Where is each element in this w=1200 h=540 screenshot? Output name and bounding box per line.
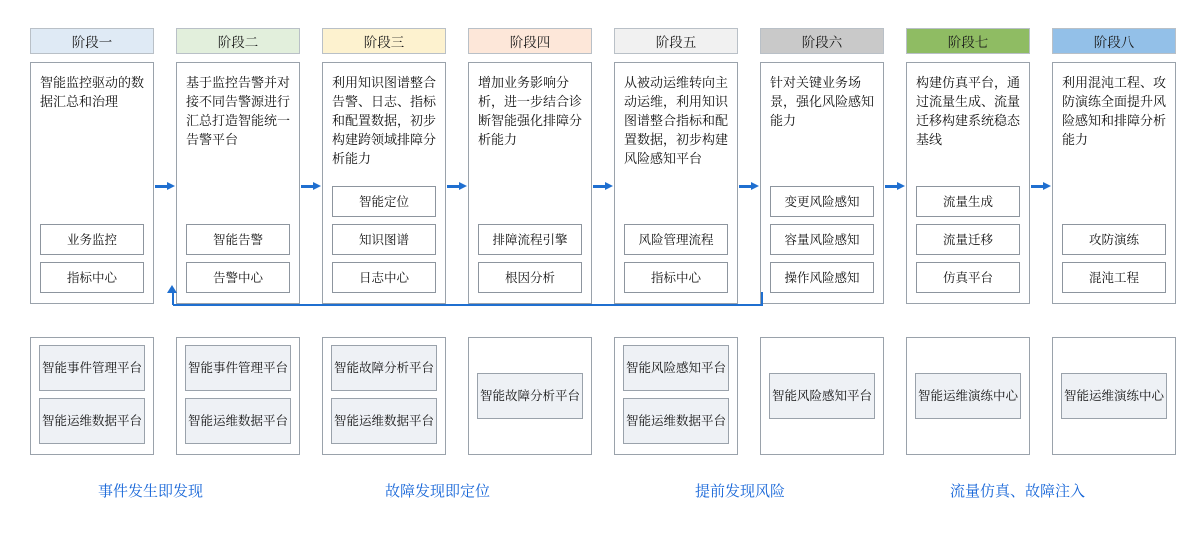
phase-description-7: 构建仿真平台，通过流量生成、流量迁移构建系统稳态基线 bbox=[916, 75, 1021, 147]
phase-body-1 bbox=[30, 62, 154, 304]
phase-body-2 bbox=[176, 62, 300, 304]
feedback-loop-arrow-icon bbox=[167, 285, 177, 293]
platform-box: 智能风险感知平台 bbox=[623, 345, 729, 391]
phase-arrow-icon bbox=[739, 182, 759, 191]
capability-list-7 bbox=[916, 186, 1020, 295]
caption-stage-goal: 故障发现即定位 bbox=[385, 483, 491, 500]
capability-box: 仿真平台 bbox=[916, 262, 1020, 293]
phase-arrow-icon bbox=[155, 182, 175, 191]
capability-box: 日志中心 bbox=[332, 262, 436, 293]
phase-header-2: 阶段二 bbox=[176, 28, 300, 54]
phase-column-4 bbox=[468, 28, 592, 304]
platform-group bbox=[614, 337, 738, 455]
phase-description-1: 智能监控驱动的数据汇总和治理 bbox=[40, 75, 145, 109]
capability-box: 根因分析 bbox=[478, 262, 582, 293]
phase-body-4 bbox=[468, 62, 592, 304]
capability-list-5 bbox=[624, 224, 728, 295]
platform-box: 智能事件管理平台 bbox=[39, 345, 145, 391]
feedback-loop-riser bbox=[172, 292, 174, 305]
phase-column-6 bbox=[760, 28, 884, 304]
phase-body-6 bbox=[760, 62, 884, 304]
phase-header-7: 阶段七 bbox=[906, 28, 1030, 54]
platform-box: 智能故障分析平台 bbox=[331, 345, 437, 391]
platform-box: 智能运维数据平台 bbox=[331, 398, 437, 444]
platform-column-1 bbox=[30, 337, 154, 455]
capability-box: 混沌工程 bbox=[1062, 262, 1166, 293]
phase-row bbox=[30, 28, 1178, 304]
platform-row bbox=[30, 337, 1178, 455]
platform-box: 智能运维演练中心 bbox=[1061, 373, 1167, 419]
capability-box: 流量迁移 bbox=[916, 224, 1020, 255]
platform-column-5 bbox=[614, 337, 738, 455]
caption-row bbox=[30, 480, 1178, 506]
capability-list-4 bbox=[478, 224, 582, 295]
phase-description-4: 增加业务影响分析，进一步结合诊断智能强化排障分析能力 bbox=[478, 75, 583, 147]
feedback-loop-line bbox=[173, 304, 763, 306]
platform-column-8 bbox=[1052, 337, 1176, 455]
platform-box: 智能风险感知平台 bbox=[769, 373, 875, 419]
phase-body-7 bbox=[906, 62, 1030, 304]
phase-column-1 bbox=[30, 28, 154, 304]
phase-description-3: 利用知识图谱整合告警、日志、指标和配置数据，初步构建跨领域排障分析能力 bbox=[332, 75, 437, 166]
platform-group bbox=[760, 337, 884, 455]
platform-column-2 bbox=[176, 337, 300, 455]
caption-stage-goal: 事件发生即发现 bbox=[98, 483, 204, 500]
phase-column-8 bbox=[1052, 28, 1176, 304]
phase-arrow-icon bbox=[593, 182, 613, 191]
phase-header-8: 阶段八 bbox=[1052, 28, 1176, 54]
phase-column-5 bbox=[614, 28, 738, 304]
capability-box: 容量风险感知 bbox=[770, 224, 874, 255]
phase-description-5: 从被动运维转向主动运维，利用知识图谱整合指标和配置数据，初步构建风险感知平台 bbox=[624, 75, 729, 166]
phase-header-6: 阶段六 bbox=[760, 28, 884, 54]
phase-description-6: 针对关键业务场景，强化风险感知能力 bbox=[770, 75, 875, 128]
platform-column-6 bbox=[760, 337, 884, 455]
platform-box: 智能故障分析平台 bbox=[477, 373, 583, 419]
platform-group bbox=[468, 337, 592, 455]
platform-box: 智能运维数据平台 bbox=[185, 398, 291, 444]
phase-arrow-icon bbox=[885, 182, 905, 191]
platform-column-7 bbox=[906, 337, 1030, 455]
feedback-loop-riser bbox=[761, 292, 763, 305]
platform-box: 智能运维演练中心 bbox=[915, 373, 1021, 419]
capability-box: 排障流程引擎 bbox=[478, 224, 582, 255]
capability-box: 操作风险感知 bbox=[770, 262, 874, 293]
phase-body-5 bbox=[614, 62, 738, 304]
capability-box: 指标中心 bbox=[40, 262, 144, 293]
capability-list-8 bbox=[1062, 224, 1166, 295]
caption-stage-goal: 流量仿真、故障注入 bbox=[950, 483, 1086, 500]
capability-box: 知识图谱 bbox=[332, 224, 436, 255]
platform-box: 智能事件管理平台 bbox=[185, 345, 291, 391]
capability-box: 流量生成 bbox=[916, 186, 1020, 217]
phase-arrow-icon bbox=[1031, 182, 1051, 191]
capability-box: 告警中心 bbox=[186, 262, 290, 293]
capability-list-1 bbox=[40, 224, 144, 295]
platform-box: 智能运维数据平台 bbox=[623, 398, 729, 444]
platform-column-4 bbox=[468, 337, 592, 455]
phase-column-7 bbox=[906, 28, 1030, 304]
phase-body-3 bbox=[322, 62, 446, 304]
platform-column-3 bbox=[322, 337, 446, 455]
phase-header-5: 阶段五 bbox=[614, 28, 738, 54]
platform-group bbox=[30, 337, 154, 455]
capability-box: 智能告警 bbox=[186, 224, 290, 255]
capability-box: 业务监控 bbox=[40, 224, 144, 255]
phase-arrow-icon bbox=[447, 182, 467, 191]
capability-box: 风险管理流程 bbox=[624, 224, 728, 255]
platform-group bbox=[1052, 337, 1176, 455]
phase-header-1: 阶段一 bbox=[30, 28, 154, 54]
phase-header-3: 阶段三 bbox=[322, 28, 446, 54]
platform-group bbox=[322, 337, 446, 455]
phase-arrow-icon bbox=[301, 182, 321, 191]
capability-list-6 bbox=[770, 186, 874, 295]
platform-box: 智能运维数据平台 bbox=[39, 398, 145, 444]
capability-box: 指标中心 bbox=[624, 262, 728, 293]
capability-list-3 bbox=[332, 186, 436, 295]
capability-box: 攻防演练 bbox=[1062, 224, 1166, 255]
platform-group bbox=[176, 337, 300, 455]
phase-column-3 bbox=[322, 28, 446, 304]
capability-list-2 bbox=[186, 224, 290, 295]
phase-header-4: 阶段四 bbox=[468, 28, 592, 54]
phase-description-8: 利用混沌工程、攻防演练全面提升风险感知和排障分析能力 bbox=[1062, 75, 1167, 147]
platform-group bbox=[906, 337, 1030, 455]
phase-body-8 bbox=[1052, 62, 1176, 304]
caption-stage-goal: 提前发现风险 bbox=[695, 483, 786, 500]
capability-box: 变更风险感知 bbox=[770, 186, 874, 217]
capability-box: 智能定位 bbox=[332, 186, 436, 217]
phase-description-2: 基于监控告警并对接不同告警源进行汇总打造智能统一告警平台 bbox=[186, 75, 291, 147]
phase-column-2 bbox=[176, 28, 300, 304]
